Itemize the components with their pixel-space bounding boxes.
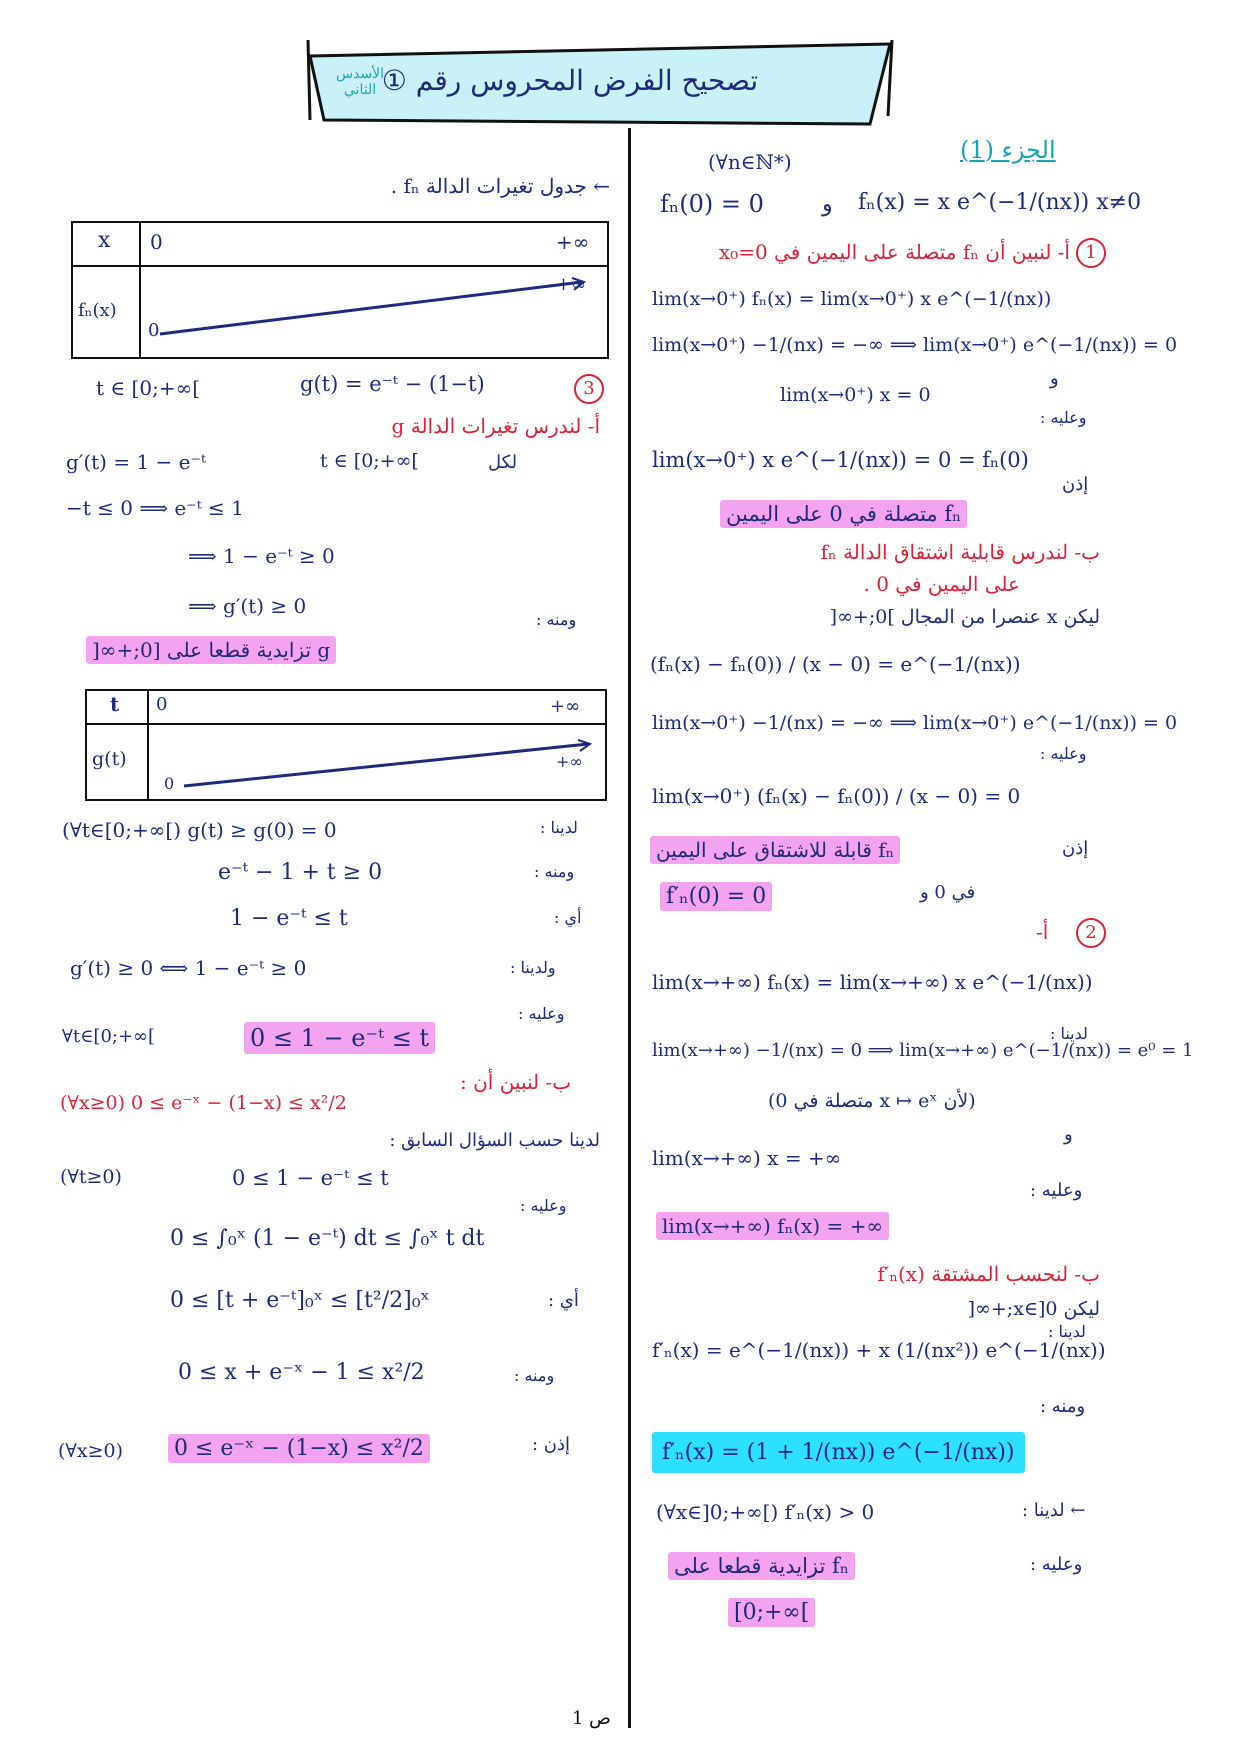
r-line-19-label: ومنه : bbox=[1040, 1396, 1086, 1417]
l-line-7-label: ومنه : bbox=[534, 862, 575, 881]
l-line-1: g′(t) = 1 − e⁻ᵗ bbox=[66, 450, 206, 474]
l-line-16-label: إذن : bbox=[532, 1434, 571, 1455]
vt2-head: t bbox=[110, 692, 120, 716]
question-1b-line1: ب- لندرس قابلية اشتقاق الدالة fₙ bbox=[820, 540, 1100, 564]
l-line-5-highlight: g تزايدية قطعا على [0;+∞[ bbox=[86, 636, 336, 664]
vt1-row-label: fₙ(x) bbox=[78, 300, 117, 321]
r-line-20: (∀x∈]0;+∞[) f′ₙ(x) > 0 bbox=[656, 1500, 875, 1524]
r-line-5-highlight: fₙ متصلة في 0 على اليمين bbox=[720, 500, 967, 528]
l-line-16-highlight: 0 ≤ e⁻ˣ − (1−x) ≤ x²/2 bbox=[168, 1434, 430, 1463]
q3-domain: t ∈ [0;+∞[ bbox=[96, 376, 201, 400]
vt2-v0: 0 bbox=[164, 774, 175, 793]
r-line-1: lim(x→0⁺) fₙ(x) = lim(x→0⁺) x e^(−1/(nx)) bbox=[652, 288, 1052, 310]
r-line-10-highlight: fₙ قابلة للاشتقاق على اليمين bbox=[650, 836, 900, 864]
r-line-18-label: لدينا : bbox=[1048, 1322, 1086, 1341]
r-line-4: lim(x→0⁺) x e^(−1/(nx)) = 0 = fₙ(0) bbox=[652, 448, 1029, 472]
semester-label-line2: الثاني bbox=[343, 82, 377, 98]
definition-f0: fₙ(0) = 0 bbox=[660, 190, 764, 218]
definition-and: و bbox=[822, 192, 833, 217]
vt1-v0: 0 bbox=[148, 320, 160, 341]
semester-label-line1: الأسدس bbox=[335, 66, 385, 82]
l-line-10-label: وعليه : bbox=[518, 1004, 565, 1023]
r-line-13: lim(x→+∞) −1/(nx) = 0 ⟹ lim(x→+∞) e^(−1/(nx)) = e⁰ = 1 bbox=[652, 1040, 1194, 1061]
page-title: تصحيح الفرض المحروس رقم ① bbox=[381, 64, 759, 97]
l-line-12: 0 ≤ 1 − e⁻ᵗ ≤ t bbox=[232, 1166, 389, 1190]
question-3a: أ- لندرس تغيرات الدالة g bbox=[391, 414, 600, 438]
r-line-18: f′ₙ(x) = e^(−1/(nx)) + x (1/(nx²)) e^(−1/(nx)) bbox=[652, 1338, 1106, 1362]
r-line-15-label: وعليه : bbox=[1030, 1180, 1083, 1201]
r-line-10-label: إذن bbox=[1062, 838, 1089, 859]
l-line-15-label: ومنه : bbox=[514, 1366, 555, 1385]
r-line-12: lim(x→+∞) fₙ(x) = lim(x→+∞) x e^(−1/(nx)) bbox=[652, 970, 1093, 994]
l-line-9: g′(t) ≥ 0 ⟺ 1 − e⁻ᵗ ≥ 0 bbox=[70, 956, 307, 980]
q3-definition: g(t) = e⁻ᵗ − (1−t) bbox=[300, 372, 485, 396]
vt1-v1: +∞ bbox=[556, 274, 587, 295]
r-line-16-highlight: lim(x→+∞) fₙ(x) = +∞ bbox=[656, 1212, 889, 1240]
l-line-8: 1 − e⁻ᵗ ≤ t bbox=[230, 906, 348, 931]
vt2-row-label: g(t) bbox=[92, 748, 127, 770]
vt2-x1: +∞ bbox=[550, 696, 581, 717]
l-line-2: −t ≤ 0 ⟹ e⁻ᵗ ≤ 1 bbox=[66, 496, 244, 520]
question-1-circle: 1 bbox=[1076, 238, 1106, 268]
l-line-13-label: وعليه : bbox=[520, 1196, 567, 1215]
l-line-3: ⟹ 1 − e⁻ᵗ ≥ 0 bbox=[188, 544, 335, 568]
definition-f: fₙ(x) = x e^(−1/(nx)) x≠0 bbox=[858, 190, 1142, 215]
question-1b-line2: على اليمين في 0 . bbox=[863, 572, 1020, 596]
l-line-15: 0 ≤ x + e⁻ˣ − 1 ≤ x²/2 bbox=[178, 1360, 425, 1385]
r-line-2: lim(x→0⁺) −1/(nx) = −∞ ⟹ lim(x→0⁺) e^(−1/(nx)) = 0 bbox=[652, 334, 1178, 356]
vt1-x1: +∞ bbox=[556, 230, 590, 254]
l-line-8-label: أي : bbox=[554, 908, 582, 927]
r-line-8-label: وعليه : bbox=[1040, 744, 1087, 763]
question-1a: أ- لنبين أن fₙ متصلة على اليمين في x₀=0 bbox=[718, 240, 1070, 264]
r-line-13-label: لدينا : bbox=[1050, 1024, 1088, 1043]
r-line-2-and: و bbox=[1050, 368, 1059, 389]
r-line-22-highlight: [0;+∞[ bbox=[728, 1598, 815, 1627]
r-line-7: (fₙ(x) − fₙ(0)) / (x − 0) = e^(−1/(nx)) bbox=[650, 652, 1021, 676]
question-2a: أ- bbox=[1036, 920, 1049, 944]
l-line-12-domain: (∀t≥0) bbox=[60, 1166, 122, 1188]
r-line-15: lim(x→+∞) x = +∞ bbox=[652, 1146, 842, 1170]
part-header: الجزء (1) bbox=[960, 136, 1056, 164]
r-line-4-label: إذن bbox=[1062, 474, 1089, 495]
r-line-8: lim(x→0⁺) −1/(nx) = −∞ ⟹ lim(x→0⁺) e^(−1/(nx)) = 0 bbox=[652, 712, 1178, 734]
l-line-14: 0 ≤ [t + e⁻ᵗ]₀ˣ ≤ [t²/2]₀ˣ bbox=[170, 1288, 430, 1313]
question-2-circle: 2 bbox=[1076, 918, 1106, 948]
l-line-9-label: ولدينا : bbox=[510, 958, 556, 977]
domain-note: (∀n∈ℕ*) bbox=[708, 150, 792, 174]
r-line-19-highlight: f′ₙ(x) = (1 + 1/(nx)) e^(−1/(nx)) bbox=[652, 1432, 1025, 1473]
l-line-5-label: ومنه : bbox=[536, 610, 577, 629]
l-line-14-label: أي : bbox=[548, 1290, 579, 1311]
l-line-10-highlight: 0 ≤ 1 − e⁻ᵗ ≤ t bbox=[244, 1022, 435, 1054]
variation-table-1-title: ← جدول تغيرات الدالة fₙ . bbox=[390, 174, 610, 198]
question-3-circle: 3 bbox=[574, 374, 604, 404]
r-line-21-highlight: fₙ تزايدية قطعا على bbox=[668, 1552, 855, 1580]
vt2-v1: +∞ bbox=[556, 752, 583, 771]
l-line-1-domain: t ∈ [0;+∞[ bbox=[320, 450, 419, 472]
vt2-x0: 0 bbox=[156, 694, 168, 715]
question-2b: ب- لنحسب المشتقة f′ₙ(x) bbox=[877, 1262, 1100, 1286]
r-line-14-and: و bbox=[1064, 1124, 1073, 1145]
r-line-3: lim(x→0⁺) x = 0 bbox=[780, 384, 931, 406]
question-3b: ب- لنبين أن : bbox=[460, 1070, 572, 1094]
r-line-21-label: وعليه : bbox=[1030, 1554, 1083, 1575]
question-3b-statement: (∀x≥0) 0 ≤ e⁻ˣ − (1−x) ≤ x²/2 bbox=[60, 1092, 347, 1114]
r-line-14: (لأن x ↦ eˣ متصلة في 0) bbox=[768, 1090, 976, 1112]
l-line-1-label: لكل bbox=[488, 452, 518, 473]
r-line-17: ليكن x∈]0;+∞[ bbox=[967, 1298, 1100, 1320]
vt1-x0: 0 bbox=[150, 230, 163, 254]
r-line-6: ليكن x عنصرا من المجال ]0;+∞[ bbox=[829, 606, 1100, 628]
r-line-20-label: ← لدينا : bbox=[1022, 1500, 1086, 1521]
l-line-4: ⟹ g′(t) ≥ 0 bbox=[188, 594, 307, 618]
l-line-11: لدينا حسب السؤال السابق : bbox=[389, 1130, 600, 1151]
r-line-11-label: في 0 و bbox=[920, 882, 976, 903]
l-line-7: e⁻ᵗ − 1 + t ≥ 0 bbox=[218, 860, 383, 885]
l-line-16-domain: (∀x≥0) bbox=[58, 1440, 124, 1462]
l-line-13: 0 ≤ ∫₀ˣ (1 − e⁻ᵗ) dt ≤ ∫₀ˣ t dt bbox=[170, 1226, 485, 1251]
r-line-3-label: وعليه : bbox=[1040, 408, 1087, 427]
r-line-11-highlight: f′ₙ(0) = 0 bbox=[660, 882, 772, 911]
l-line-10-domain: ∀t∈[0;+∞[ bbox=[62, 1026, 156, 1047]
vt1-head: x bbox=[98, 228, 111, 253]
l-line-6-label: لدينا : bbox=[540, 818, 578, 837]
page-number: ص 1 bbox=[572, 1708, 611, 1729]
r-line-9: lim(x→0⁺) (fₙ(x) − fₙ(0)) / (x − 0) = 0 bbox=[652, 784, 1021, 808]
l-line-6: (∀t∈[0;+∞[) g(t) ≥ g(0) = 0 bbox=[62, 818, 337, 842]
